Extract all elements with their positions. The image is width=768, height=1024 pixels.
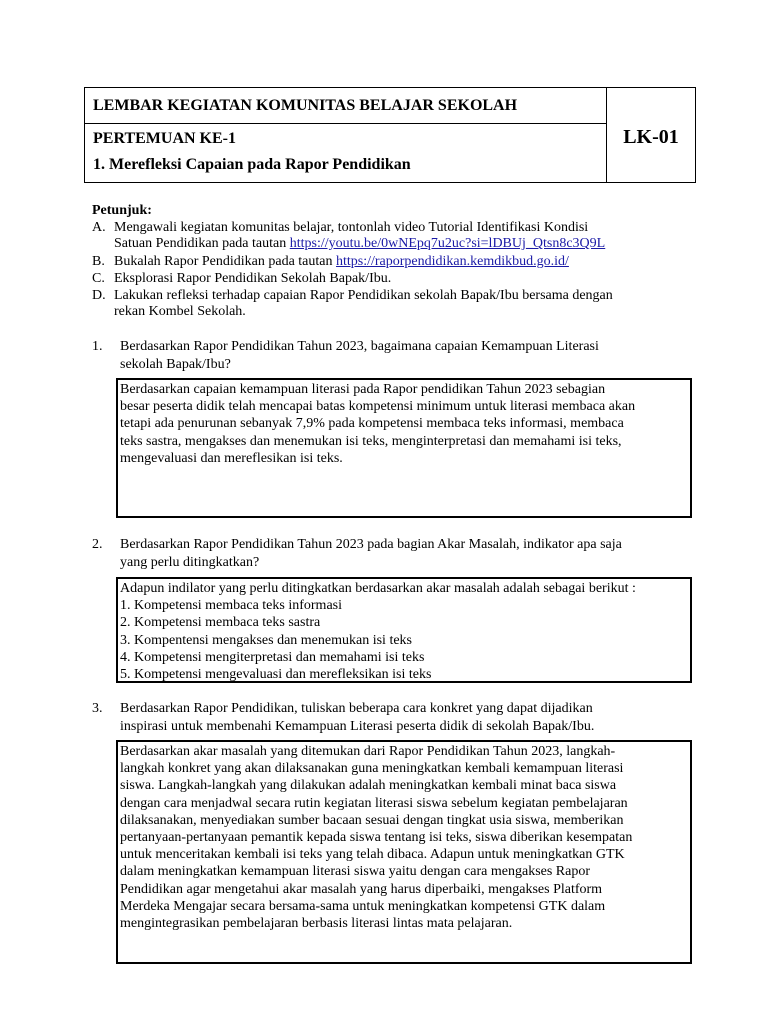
answer-line: 3. Kompentensi mengakses dan menemukan isi teks bbox=[120, 632, 412, 648]
worksheet-title: LEMBAR KEGIATAN KOMUNITAS BELAJAR SEKOLAH bbox=[93, 97, 518, 114]
instruction-item-c bbox=[92, 271, 391, 287]
answer-line: dengan cara menjadwal secara rutin kegiatan literasi siswa sebelum kegiatan pembelajaran bbox=[120, 795, 628, 811]
question-line: inspirasi untuk membenahi Kemampuan Literasi peserta didik di sekolah Bapak/Ibu. bbox=[120, 719, 595, 734]
instruction-text: Bukalah Rapor Pendidikan pada tautan bbox=[114, 254, 336, 269]
answer-line: mengevaluasi dan mereflesikan isi teks. bbox=[120, 450, 343, 466]
answer-line: Pendidikan agar mengetahui akar masalah yang harus diperbaiki, mengakses Platform bbox=[120, 881, 603, 897]
answer-box-3[interactable] bbox=[116, 740, 692, 964]
answer-line: 4. Kompetensi mengiterpretasi dan memahami isi teks bbox=[120, 649, 425, 665]
instruction-text: Satuan Pendidikan pada tautan bbox=[114, 236, 290, 251]
instruction-item-b bbox=[92, 254, 569, 270]
question-number: 2. bbox=[92, 537, 103, 552]
answer-line: langkah konkret yang akan dilaksanakan guna meningkatkan kembali kemampuan literasi bbox=[120, 761, 624, 777]
instruction-text: Eksplorasi Rapor Pendidikan Sekolah Bapak/Ibu. bbox=[114, 271, 392, 286]
instruction-item-a bbox=[92, 220, 605, 252]
answer-line: siswa. Langkah-langkah yang dilakukan adalah meningkatkan kembali minat baca siswa bbox=[120, 778, 617, 794]
answer-line: Adapun indilator yang perlu ditingkatkan berdasarkan akar masalah adalah sebagai berikut : bbox=[120, 581, 636, 596]
question-line: Berdasarkan Rapor Pendidikan Tahun 2023 pada bagian Akar Masalah, indikator apa saja bbox=[120, 537, 622, 552]
instruction-label: D. bbox=[92, 288, 106, 303]
header-title-cell bbox=[85, 88, 607, 124]
header-table bbox=[84, 87, 696, 183]
rapor-pendidikan-link[interactable]: https://raporpendidikan.kemdikbud.go.id/ bbox=[336, 254, 569, 269]
answer-line: Merdeka Mengajar secara bersama-sama untuk meningkatkan kompetensi GTK dalam bbox=[120, 898, 606, 914]
answer-box-1[interactable] bbox=[116, 378, 692, 518]
instructions-title: Petunjuk: bbox=[92, 203, 152, 218]
instruction-item-d bbox=[92, 288, 613, 320]
meeting-label: PERTEMUAN KE-1 bbox=[93, 130, 236, 147]
answer-line: 1. Kompetensi membaca teks informasi bbox=[120, 598, 342, 614]
question-line: yang perlu ditingkatkan? bbox=[120, 555, 260, 570]
answer-line: teks sastra, mengakses dan menemukan isi teks, menginterpretasi dan memahami isi teks, bbox=[120, 433, 622, 449]
answer-line: dalam meningkatkan kemampuan literasi siswa yaitu dengan cara mengakses Rapor bbox=[120, 864, 591, 880]
answer-box-2[interactable] bbox=[116, 577, 692, 683]
answer-line: Berdasarkan capaian kemampuan literasi pada Rapor pendidikan Tahun 2023 sebagian bbox=[120, 382, 606, 397]
question-text bbox=[120, 338, 690, 374]
instruction-text: Mengawali kegiatan komunitas belajar, tontonlah video Tutorial Identifikasi Kondisi bbox=[114, 220, 589, 235]
answer-line: untuk menceritakan kembali isi teks yang telah dibaca. Adapun untuk meningkatkan GTK bbox=[120, 847, 625, 863]
question-line: sekolah Bapak/Ibu? bbox=[120, 357, 231, 372]
question-line: Berdasarkan Rapor Pendidikan Tahun 2023, bagaimana capaian Kemampuan Literasi bbox=[120, 339, 599, 354]
worksheet-code: LK-01 bbox=[623, 126, 679, 148]
answer-line: besar peserta didik telah mencapai batas kompetensi minimum untuk literasi membaca akan bbox=[120, 399, 636, 415]
answer-line: dilaksanakan, menyediakan sumber bacaan sesuai dengan tingkat usia siswa, memberikan bbox=[120, 812, 624, 828]
answer-line: tetapi ada penurunan sebanyak 7,9% pada kompetensi membaca teks informasi, membaca bbox=[120, 416, 624, 432]
topic-label: 1. Merefleksi Capaian pada Rapor Pendidikan bbox=[93, 156, 411, 173]
question-line: Berdasarkan Rapor Pendidikan, tuliskan beberapa cara konkret yang dapat dijadikan bbox=[120, 701, 593, 716]
question-number: 3. bbox=[92, 701, 103, 716]
instruction-text: Lakukan refleksi terhadap capaian Rapor Pendidikan sekolah Bapak/Ibu bersama dengan bbox=[114, 288, 613, 303]
instruction-label: A. bbox=[92, 220, 106, 235]
question-number: 1. bbox=[92, 339, 103, 354]
header-code-cell bbox=[607, 88, 695, 182]
instruction-label: B. bbox=[92, 254, 105, 269]
answer-line: mengintegrasikan pembelajaran berbasis literasi lintas mata pelajaran. bbox=[120, 916, 513, 932]
header-meeting-cell bbox=[85, 124, 607, 182]
answer-line: 5. Kompetensi mengevaluasi dan merefleksikan isi teks bbox=[120, 667, 432, 683]
instruction-text: rekan Kombel Sekolah. bbox=[114, 304, 246, 319]
answer-line: Berdasarkan akar masalah yang ditemukan dari Rapor Pendidikan Tahun 2023, langkah- bbox=[120, 744, 616, 759]
question-text bbox=[120, 536, 690, 572]
video-tutorial-link[interactable]: https://youtu.be/0wNEpq7u2uc?si=lDBUj_Qtsn8c3Q9L bbox=[289, 236, 606, 251]
instruction-label: C. bbox=[92, 271, 105, 286]
answer-line: pertanyaan-pertanyaan pemantik kepada siswa tentang isi teks, siswa diberikan kesempatan bbox=[120, 830, 633, 846]
answer-line: 2. Kompetensi membaca teks sastra bbox=[120, 615, 321, 631]
question-text bbox=[120, 700, 690, 736]
